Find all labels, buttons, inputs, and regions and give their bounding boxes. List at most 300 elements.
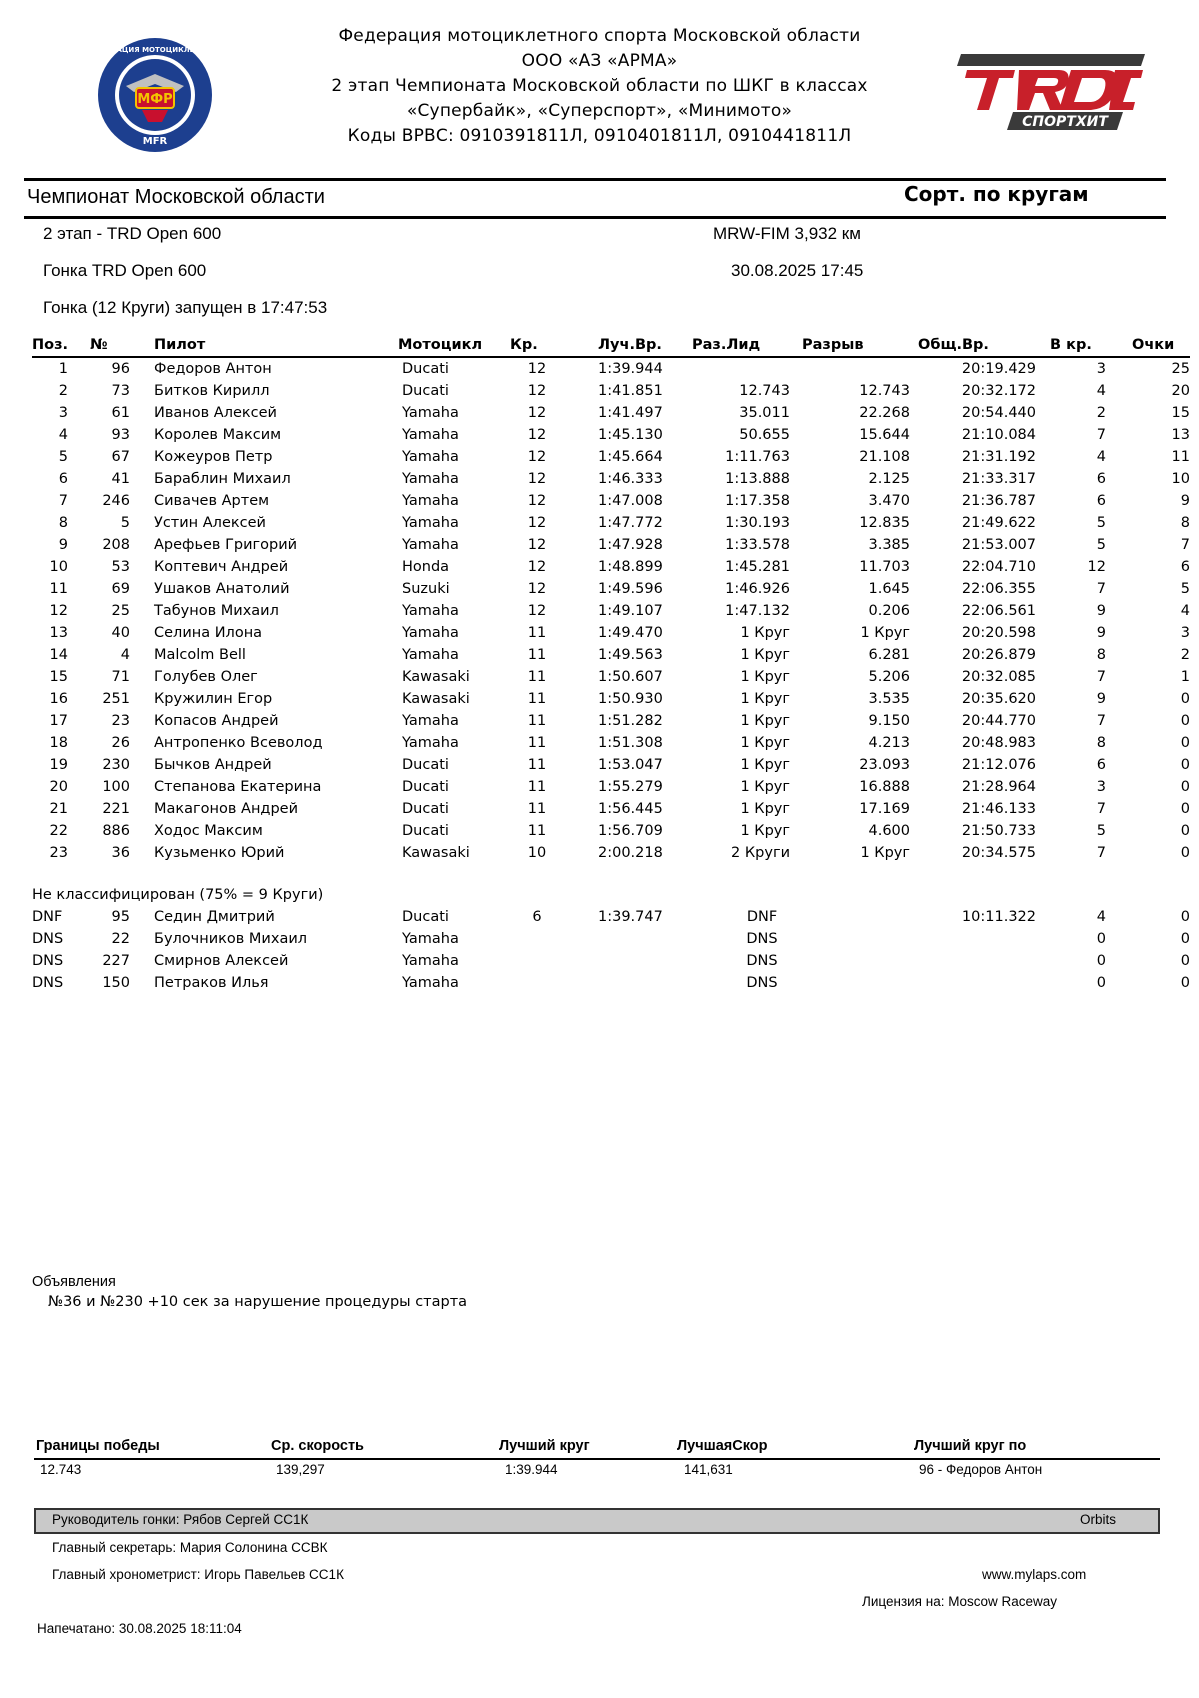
right-logo	[955, 52, 1155, 136]
cell-best-time: 1:48.899	[598, 559, 663, 575]
header-line-5: Коды ВРВС: 0910391811Л, 0910401811Л, 0910441811Л	[347, 126, 852, 146]
summary-best-lap-header: Лучший круг	[499, 1438, 590, 1454]
cell-best-lap: 9	[1096, 625, 1106, 641]
cell-rider: Кузьменко Юрий	[154, 845, 285, 861]
cell-rider: Королев Максим	[154, 427, 282, 443]
cell-best-time: 1:39.747	[598, 909, 663, 925]
cell-gap: 3.535	[868, 691, 910, 707]
cell-pos: DNF	[32, 909, 63, 925]
cell-points: 0	[1180, 953, 1190, 969]
summary-rule	[34, 1458, 1160, 1460]
cell-laps: 12	[527, 471, 547, 487]
cell-best-time	[564, 950, 692, 972]
cell-number: 73	[111, 383, 130, 399]
cell-best-lap: 8	[1096, 735, 1106, 751]
cell-pos: 8	[58, 515, 68, 531]
cell-total-time: 20:32.172	[961, 383, 1036, 399]
cell-points: 0	[1180, 735, 1190, 751]
table-row	[32, 534, 1190, 556]
cell-pos: 20	[49, 779, 68, 795]
col-points: Очки	[1132, 337, 1175, 353]
cell-best-time: 1:41.497	[598, 405, 663, 421]
cell-number: 230	[102, 757, 130, 773]
cell-best-time: 1:55.279	[598, 779, 663, 795]
cell-pos: DNS	[32, 931, 64, 947]
cell-pos: DNS	[32, 975, 64, 991]
cell-diff-leader: DNS	[746, 975, 778, 991]
title-top-rule	[24, 178, 1166, 181]
cell-pos: 13	[49, 625, 68, 641]
cell-total-time: 21:50.733	[961, 823, 1036, 839]
cell-pos: 11	[49, 581, 68, 597]
cell-diff-leader: 1 Круг	[740, 691, 790, 707]
cell-number: 26	[111, 735, 130, 751]
table-header-row	[32, 337, 1190, 357]
cell-best-time: 1:53.047	[598, 757, 663, 773]
cell-bike: Yamaha	[402, 471, 459, 487]
cell-laps: 12	[527, 427, 547, 443]
cell-total-time: 20:20.598	[961, 625, 1036, 641]
cell-laps: 12	[527, 493, 547, 509]
table-row	[32, 600, 1190, 622]
cell-rider: Федоров Антон	[154, 361, 272, 377]
cell-pos: 17	[49, 713, 68, 729]
cell-points: 7	[1180, 537, 1190, 553]
race-director: Руководитель гонки: Рябов Сергей СС1К	[52, 1512, 309, 1527]
championship-title: Чемпионат Московской области	[27, 186, 325, 208]
cell-laps: 11	[527, 735, 547, 751]
svg-text:MFR: MFR	[142, 136, 168, 147]
cell-gap: 5.206	[868, 669, 910, 685]
cell-diff-leader: 1 Круг	[740, 713, 790, 729]
cell-bike: Yamaha	[402, 713, 459, 729]
cell-best-time: 1:50.930	[598, 691, 663, 707]
cell-laps: 12	[527, 383, 547, 399]
table-row	[32, 710, 1190, 732]
cell-best-lap: 7	[1096, 845, 1106, 861]
cell-diff-leader: 1:30.193	[725, 515, 790, 531]
cell-diff-leader: 1:17.358	[725, 493, 790, 509]
cell-best-time: 1:45.664	[598, 449, 663, 465]
cell-best-time	[564, 972, 692, 994]
cell-number: 53	[111, 559, 130, 575]
table-row	[32, 357, 1190, 380]
cell-gap: 9.150	[868, 713, 910, 729]
cell-pos: 1	[58, 361, 68, 377]
cell-total-time: 20:32.085	[961, 669, 1036, 685]
cell-pos: 4	[58, 427, 68, 443]
cell-number: 5	[120, 515, 130, 531]
cell-rider: Табунов Михаил	[154, 603, 279, 619]
cell-number: 251	[102, 691, 130, 707]
cell-pos: 9	[58, 537, 68, 553]
cell-best-time: 1:51.308	[598, 735, 663, 751]
cell-best-time: 1:47.928	[598, 537, 663, 553]
cell-bike: Ducati	[402, 909, 449, 925]
cell-gap: 0.206	[868, 603, 910, 619]
started-label: Гонка (12 Круги) запущен в 17:47:53	[43, 298, 328, 317]
cell-gap	[802, 950, 918, 972]
cell-best-time: 1:45.130	[598, 427, 663, 443]
cell-best-lap: 0	[1096, 931, 1106, 947]
cell-rider: Макагонов Андрей	[154, 801, 299, 817]
cell-total-time: 20:44.770	[961, 713, 1036, 729]
table-row	[32, 578, 1190, 600]
cell-pos: 5	[58, 449, 68, 465]
cell-number: 100	[102, 779, 130, 795]
header-line-1: Федерация мотоциклетного спорта Московской области	[338, 26, 861, 46]
cell-best-time: 1:56.709	[598, 823, 663, 839]
cell-total-time	[918, 950, 1050, 972]
cell-rider: Битков Кирилл	[154, 383, 270, 399]
table-row	[32, 424, 1190, 446]
cell-diff-leader: 1:11.763	[725, 449, 790, 465]
cell-gap: 11.703	[859, 559, 910, 575]
summary-avg-speed-header: Ср. скорость	[271, 1438, 364, 1454]
cell-bike: Yamaha	[402, 975, 459, 991]
cell-number: 150	[102, 975, 130, 991]
cell-total-time: 20:19.429	[961, 361, 1036, 377]
cell-diff-leader: DNF	[746, 909, 778, 925]
cell-best-lap: 7	[1096, 713, 1106, 729]
cell-total-time: 21:10.084	[961, 427, 1036, 443]
col-best-lap: В кр.	[1050, 337, 1092, 353]
cell-gap: 1 Круг	[860, 845, 910, 861]
cell-pos: 2	[58, 383, 68, 399]
cell-gap: 2.125	[868, 471, 910, 487]
summary-win-margin: 12.743	[40, 1462, 82, 1477]
cell-gap: 6.281	[868, 647, 910, 663]
cell-pos: 23	[49, 845, 68, 861]
cell-rider: Кружилин Егор	[154, 691, 273, 707]
col-laps: Кр.	[510, 337, 538, 353]
cell-rider: Иванов Алексей	[154, 405, 277, 421]
cell-rider: Устин Алексей	[154, 515, 266, 531]
cell-gap	[802, 906, 918, 928]
race-label: Гонка TRD Open 600	[43, 261, 207, 280]
cell-number: 71	[111, 669, 130, 685]
cell-rider: Ушаков Анатолий	[154, 581, 290, 597]
cell-laps: 11	[527, 801, 547, 817]
cell-number: 208	[102, 537, 130, 553]
cell-bike: Kawasaki	[402, 691, 470, 707]
cell-laps: 12	[527, 361, 547, 377]
cell-diff-leader: DNS	[746, 953, 778, 969]
unclassified-row	[32, 928, 1190, 950]
col-gap: Разрыв	[802, 337, 864, 353]
cell-diff-leader: 1:33.578	[725, 537, 790, 553]
cell-gap: 23.093	[859, 757, 910, 773]
cell-gap: 3.470	[868, 493, 910, 509]
cell-total-time: 22:04.710	[961, 559, 1036, 575]
col-diff-leader: Раз.Лид	[692, 337, 761, 353]
cell-best-time: 1:49.596	[598, 581, 663, 597]
summary-best-lap: 1:39.944	[505, 1462, 558, 1477]
cell-bike: Kawasaki	[402, 669, 470, 685]
unclassified-row	[32, 906, 1190, 928]
cell-pos: 16	[49, 691, 68, 707]
cell-rider: Коптевич Андрей	[154, 559, 289, 575]
cell-points: 20	[1171, 383, 1190, 399]
cell-laps: 12	[527, 405, 547, 421]
cell-laps: 12	[527, 581, 547, 597]
cell-points: 11	[1171, 449, 1190, 465]
cell-total-time: 21:36.787	[961, 493, 1036, 509]
sort-title: Сорт. по кругам	[904, 182, 1089, 206]
cell-points: 4	[1180, 603, 1190, 619]
cell-bike: Ducati	[402, 383, 449, 399]
cell-number: 96	[111, 361, 130, 377]
cell-points: 0	[1180, 757, 1190, 773]
cell-laps: 10	[527, 845, 547, 861]
cell-bike: Ducati	[402, 361, 449, 377]
cell-pos: 7	[58, 493, 68, 509]
cell-laps: 11	[527, 713, 547, 729]
summary-win-margin-header: Границы победы	[36, 1438, 160, 1454]
cell-best-lap: 9	[1096, 603, 1106, 619]
cell-laps	[510, 972, 564, 994]
cell-number: 22	[111, 931, 130, 947]
license-label: Лицензия на: Moscow Raceway	[862, 1594, 1057, 1609]
summary-best-speed: 141,631	[684, 1462, 733, 1477]
cell-rider: Бычков Андрей	[154, 757, 272, 773]
cell-rider: Сивачев Артем	[154, 493, 270, 509]
cell-points: 0	[1180, 823, 1190, 839]
summary-avg-speed: 139,297	[276, 1462, 325, 1477]
col-bike: Мотоцикл	[398, 337, 483, 353]
cell-number: 93	[111, 427, 130, 443]
cell-diff-leader: 1 Круг	[740, 735, 790, 751]
cell-gap: 1 Круг	[860, 625, 910, 641]
table-row	[32, 688, 1190, 710]
cell-diff-leader: 1 Круг	[740, 823, 790, 839]
chief-timekeeper: Главный хронометрист: Игорь Павельев СС1К	[52, 1567, 344, 1582]
cell-points: 0	[1180, 931, 1190, 947]
cell-total-time: 20:26.879	[961, 647, 1036, 663]
cell-pos: 6	[58, 471, 68, 487]
cell-gap: 16.888	[859, 779, 910, 795]
cell-rider: Арефьев Григорий	[154, 537, 298, 553]
cell-diff-leader: 1:13.888	[725, 471, 790, 487]
stage-label: 2 этап - TRD Open 600	[43, 224, 222, 243]
cell-gap	[802, 357, 918, 380]
summary-best-lap-by: 96 - Федоров Антон	[919, 1462, 1043, 1477]
cell-gap: 12.743	[859, 383, 910, 399]
cell-diff-leader: 2 Круги	[731, 845, 790, 861]
cell-gap: 17.169	[859, 801, 910, 817]
orbits-label: Orbits	[1080, 1512, 1117, 1527]
cell-rider: Голубев Олег	[154, 669, 258, 685]
header-line-3: 2 этап Чемпионата Московской области по ШКГ в классах	[331, 76, 868, 96]
cell-total-time: 22:06.561	[961, 603, 1036, 619]
cell-points: 8	[1180, 515, 1190, 531]
cell-bike: Honda	[402, 559, 450, 575]
cell-best-lap: 0	[1096, 953, 1106, 969]
table-row	[32, 842, 1190, 864]
cell-diff-leader: 1 Круг	[740, 669, 790, 685]
cell-diff-leader: 1:46.926	[725, 581, 790, 597]
cell-pos: 12	[49, 603, 68, 619]
cell-points: 0	[1180, 801, 1190, 817]
table-row	[32, 666, 1190, 688]
cell-total-time: 20:54.440	[961, 405, 1036, 421]
table-row	[32, 776, 1190, 798]
cell-bike: Ducati	[402, 823, 449, 839]
header-line-2: ООО «АЗ «АРМА»	[521, 51, 678, 71]
cell-points: 3	[1180, 625, 1190, 641]
cell-diff-leader: 1 Круг	[740, 757, 790, 773]
cell-laps: 11	[527, 779, 547, 795]
col-pos: Поз.	[32, 337, 69, 353]
cell-best-time: 1:51.282	[598, 713, 663, 729]
cell-laps: 12	[527, 449, 547, 465]
cell-rider: Степанова Екатерина	[154, 779, 322, 795]
table-row	[32, 446, 1190, 468]
cell-best-lap: 7	[1096, 801, 1106, 817]
cell-best-lap: 4	[1096, 383, 1106, 399]
cell-total-time: 20:34.575	[961, 845, 1036, 861]
cell-best-time: 1:39.944	[598, 361, 663, 377]
table-row	[32, 622, 1190, 644]
cell-best-time: 1:49.107	[598, 603, 663, 619]
cell-best-lap: 6	[1096, 471, 1106, 487]
cell-diff-leader: 50.655	[739, 427, 790, 443]
cell-number: 221	[102, 801, 130, 817]
cell-number: 227	[102, 953, 130, 969]
cell-laps: 11	[527, 691, 547, 707]
cell-bike: Yamaha	[402, 493, 459, 509]
cell-total-time: 20:48.983	[961, 735, 1036, 751]
cell-rider: Кожеуров Петр	[154, 449, 273, 465]
table-row	[32, 732, 1190, 754]
header-line-4: «Супербайк», «Суперспорт», «Минимото»	[406, 101, 793, 121]
cell-laps: 12	[527, 603, 547, 619]
cell-laps: 12	[527, 515, 547, 531]
col-number: №	[90, 337, 108, 353]
cell-total-time: 20:35.620	[961, 691, 1036, 707]
cell-bike: Yamaha	[402, 647, 459, 663]
cell-best-lap: 9	[1096, 691, 1106, 707]
cell-pos: 19	[49, 757, 68, 773]
table-row	[32, 380, 1190, 402]
cell-gap: 21.108	[859, 449, 910, 465]
director-bar	[34, 1508, 1160, 1534]
cell-bike: Yamaha	[402, 537, 459, 553]
cell-number: 886	[102, 823, 130, 839]
cell-best-lap: 5	[1096, 823, 1106, 839]
cell-number: 23	[111, 713, 130, 729]
datetime-label: 30.08.2025 17:45	[731, 261, 864, 280]
cell-rider: Булочников Михаил	[154, 931, 308, 947]
cell-pos: 10	[49, 559, 68, 575]
cell-rider: Селина Илона	[154, 625, 263, 641]
cell-bike: Yamaha	[402, 953, 459, 969]
cell-bike: Yamaha	[402, 515, 459, 531]
cell-points: 10	[1171, 471, 1190, 487]
cell-gap: 1.645	[868, 581, 910, 597]
table-row	[32, 468, 1190, 490]
cell-best-lap: 4	[1096, 909, 1106, 925]
cell-points: 0	[1180, 779, 1190, 795]
cell-best-lap: 4	[1096, 449, 1106, 465]
cell-diff-leader: DNS	[746, 931, 778, 947]
table-row	[32, 402, 1190, 424]
cell-rider: Смирнов Алексей	[154, 953, 289, 969]
cell-pos: 18	[49, 735, 68, 751]
cell-best-time: 1:46.333	[598, 471, 663, 487]
cell-rider: Malcolm Bell	[154, 647, 246, 663]
track-label: MRW-FIM 3,932 км	[713, 224, 861, 243]
unclassified-row	[32, 950, 1190, 972]
cell-points: 6	[1180, 559, 1190, 575]
cell-number: 69	[111, 581, 130, 597]
cell-diff-leader: 12.743	[739, 383, 790, 399]
cell-number: 95	[111, 909, 130, 925]
cell-best-lap: 6	[1096, 757, 1106, 773]
cell-bike: Yamaha	[402, 405, 459, 421]
unclassified-title: Не классифицирован (75% = 9 Круги)	[32, 887, 324, 903]
cell-rider: Бараблин Михаил	[154, 471, 291, 487]
cell-total-time: 10:11.322	[961, 909, 1036, 925]
cell-total-time: 21:49.622	[961, 515, 1036, 531]
table-row	[32, 798, 1190, 820]
cell-gap: 4.600	[868, 823, 910, 839]
cell-pos: DNS	[32, 953, 64, 969]
mylaps-link[interactable]: www.mylaps.com	[982, 1567, 1087, 1582]
cell-points: 9	[1180, 493, 1190, 509]
summary-best-lap-by-header: Лучший круг по	[914, 1438, 1027, 1454]
unclassified-row	[32, 972, 1190, 994]
cell-points: 0	[1180, 845, 1190, 861]
printed-label: Напечатано: 30.08.2025 18:11:04	[37, 1621, 242, 1636]
cell-rider: Ходос Максим	[154, 823, 263, 839]
title-bottom-rule	[24, 216, 1166, 219]
trd-sporthit-logo-icon	[955, 52, 1155, 136]
table-row	[32, 556, 1190, 578]
cell-best-lap: 7	[1096, 427, 1106, 443]
cell-pos: 3	[58, 405, 68, 421]
cell-best-lap: 12	[1087, 559, 1106, 575]
cell-best-time: 1:56.445	[598, 801, 663, 817]
cell-bike: Ducati	[402, 801, 449, 817]
cell-number: 67	[111, 449, 130, 465]
cell-gap: 15.644	[859, 427, 910, 443]
cell-number: 40	[111, 625, 130, 641]
cell-laps	[510, 950, 564, 972]
cell-points: 0	[1180, 713, 1190, 729]
cell-laps: 11	[527, 823, 547, 839]
cell-best-lap: 0	[1096, 975, 1106, 991]
cell-total-time: 21:28.964	[961, 779, 1036, 795]
cell-bike: Yamaha	[402, 449, 459, 465]
cell-total-time	[918, 972, 1050, 994]
cell-laps: 12	[527, 537, 547, 553]
cell-number: 246	[102, 493, 130, 509]
table-row	[32, 754, 1190, 776]
col-rider: Пилот	[154, 337, 206, 353]
cell-diff-leader	[692, 357, 802, 380]
cell-bike: Ducati	[402, 779, 449, 795]
cell-best-time: 1:49.563	[598, 647, 663, 663]
cell-gap: 12.835	[859, 515, 910, 531]
cell-points: 1	[1180, 669, 1190, 685]
cell-bike: Yamaha	[402, 625, 459, 641]
cell-best-time	[564, 928, 692, 950]
cell-best-lap: 5	[1096, 515, 1106, 531]
cell-rider: Антропенко Всеволод	[154, 735, 323, 751]
cell-bike: Yamaha	[402, 931, 459, 947]
cell-points: 25	[1171, 361, 1190, 377]
